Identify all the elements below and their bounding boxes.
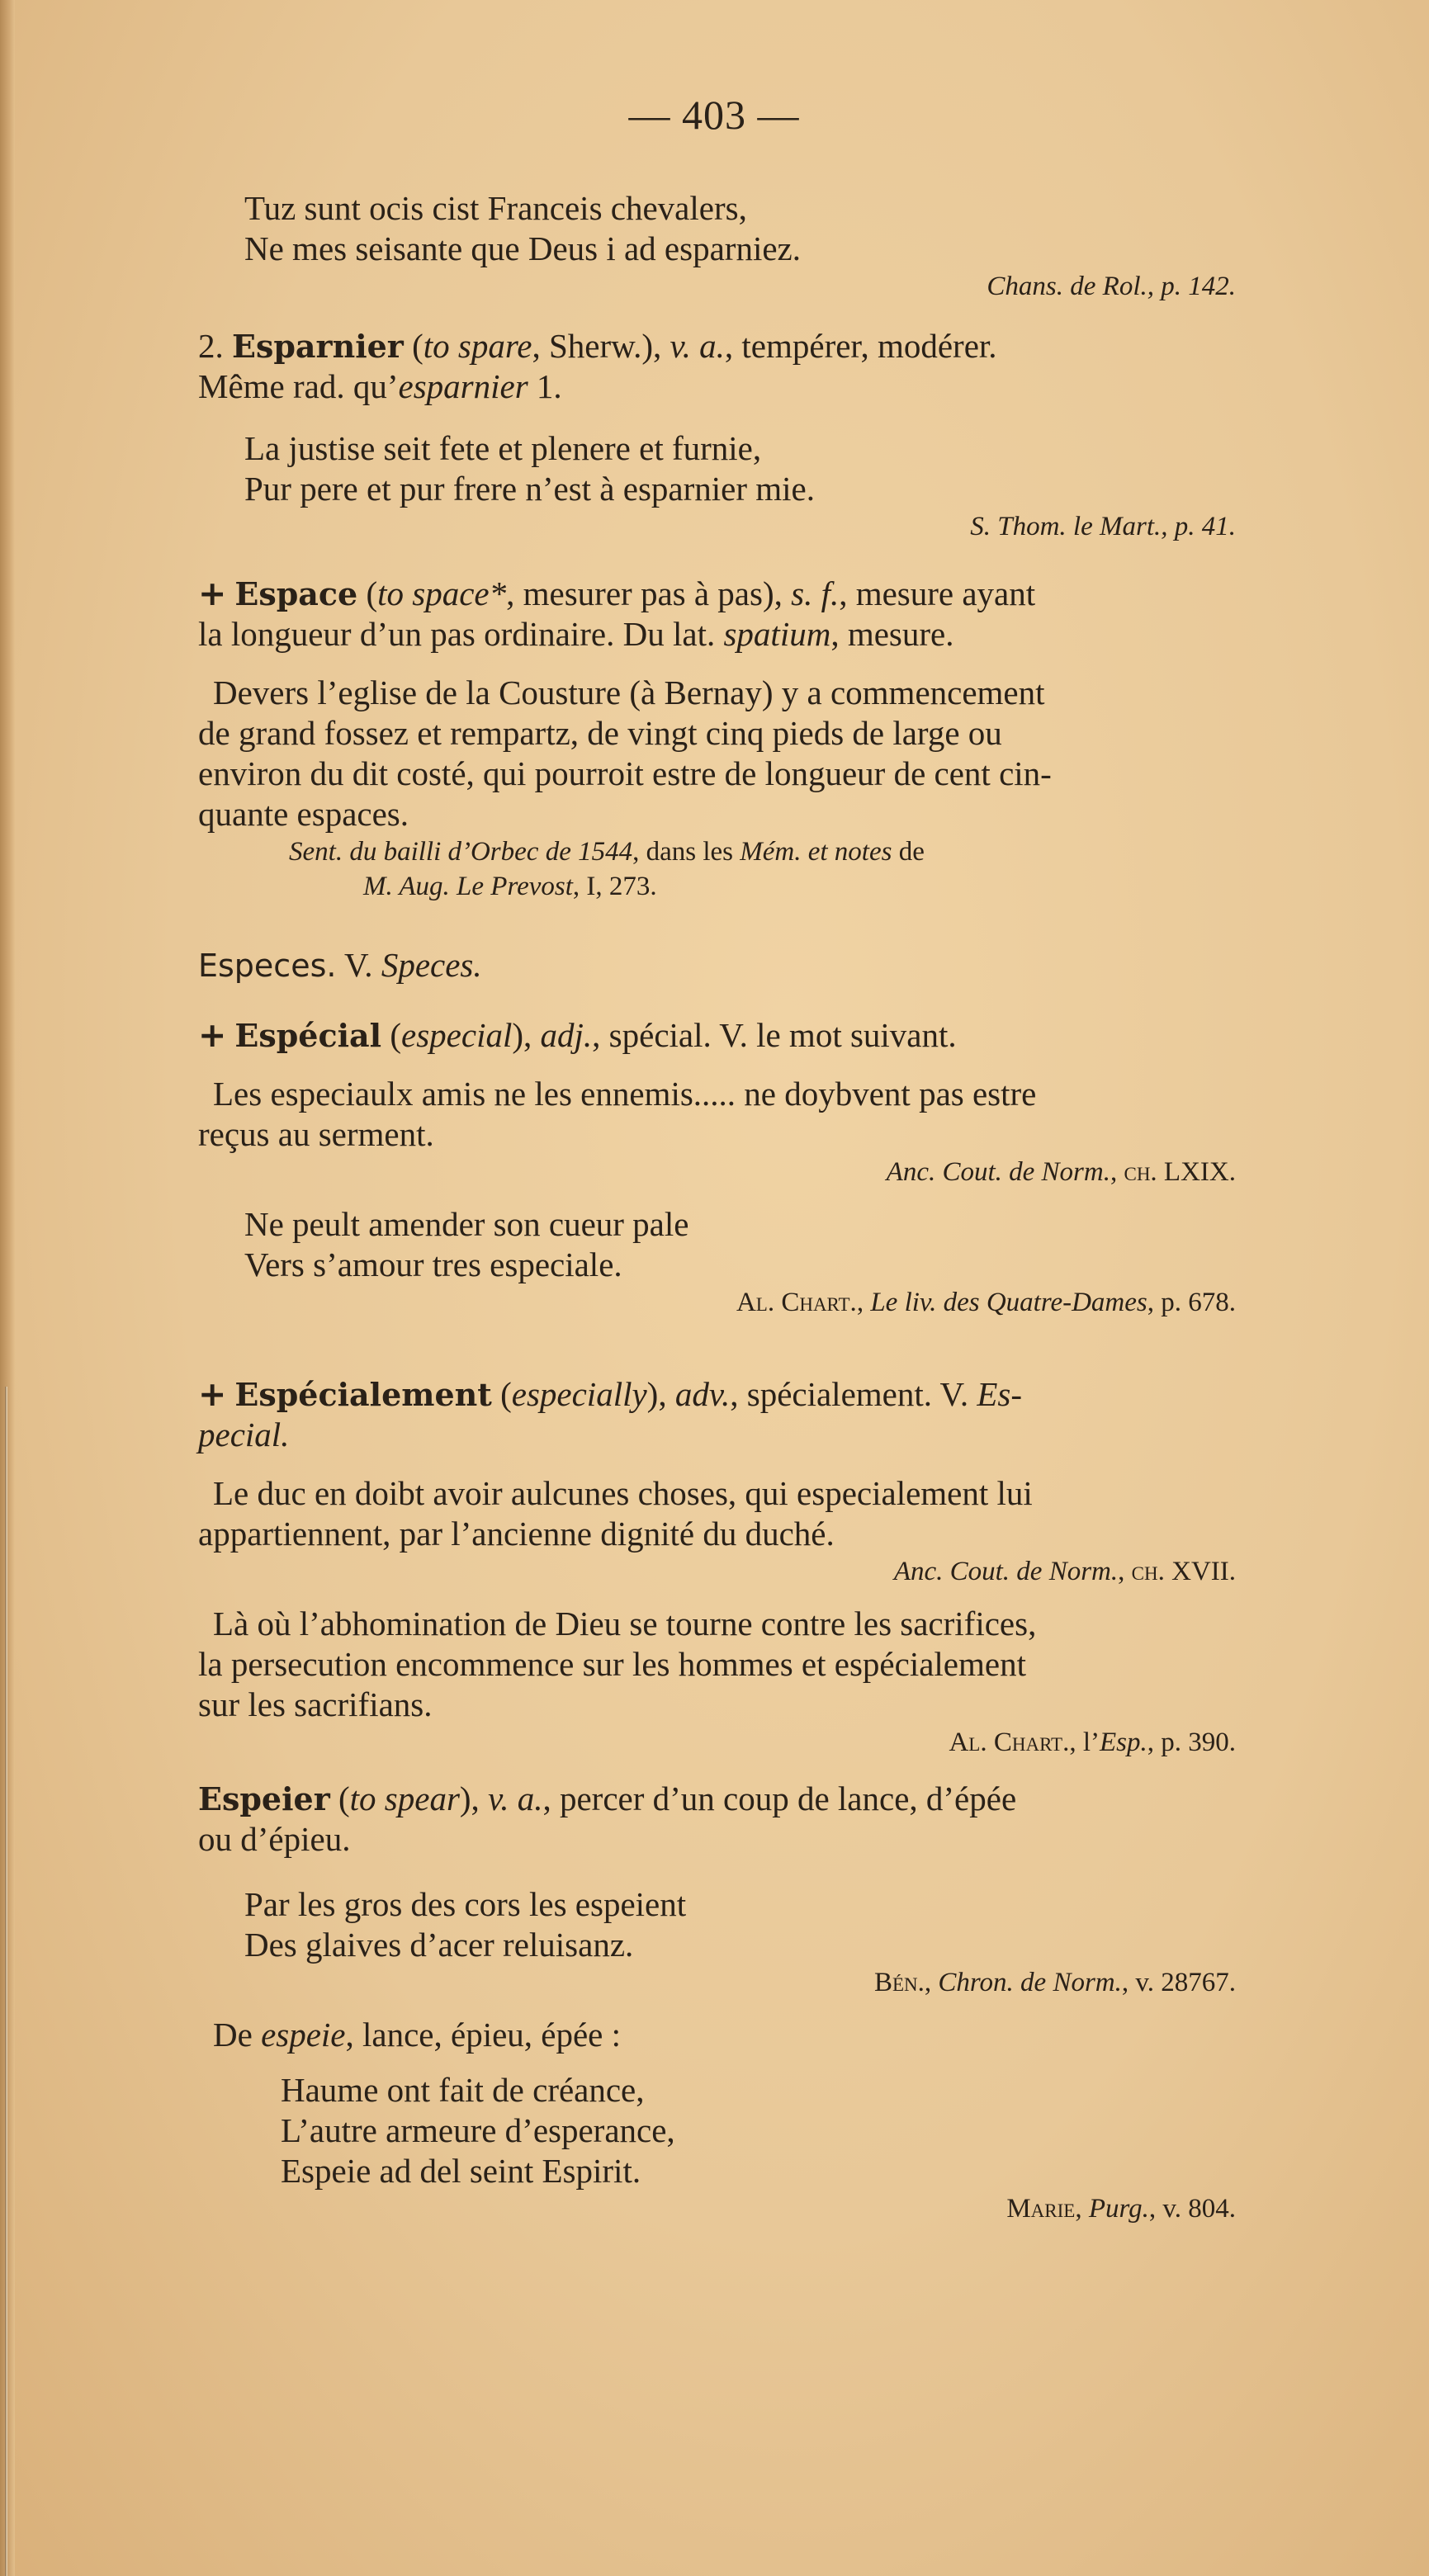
entry-especialement: + Espécialement (especially), adv., spécialement. V. Es- pecial. Le duc en doibt avoir aulcunes choses, qui especialement lui appartiennent, par l’ancienne dignité du duché. Anc. Cout. de Norm., ch. XVII. Là où l’abhomination de Dieu se tourne contre les sacrifices, la persecution encommence sur les hommes et espécialement sur les sacrifians. Al. Chart., l’Esp., p. 390. [198,1374,1242,1760]
entry-especes: Especes. V. Speces. [198,946,482,984]
part-of-speech: v. a. [670,327,725,365]
citation: M. Aug. Le Prevost, I, 273. [363,872,657,901]
citation: Al. Chart., Le liv. des Quatre-Dames, p. 678. [736,1288,1236,1317]
entry-esparnier: 2. Esparnier (to spare, Sherw.), v. a., tempérer, modérer. Même rad. qu’esparnier 1. La justise seit fete et plenere et furnie, Pur pere et pur frere n’est à esparnier mie. S. Thom. le Mart., p. 41. [198,326,1242,544]
verse-line: Ne peult amender son cueur pale [244,1205,689,1243]
entry-espeier: Espeier (to spear), v. a., percer d’un coup de lance, d’épée ou d’épieu. Par les gros des cors les espeient Des glaives d’acer reluisanz. Bén., Chron. de Norm., v. 28767. De espeie, lance, épieu, épée : Haume ont fait de créance, L’autre armeure d’esperance, Espeie ad del seint Espirit. Marie, Purg., v. 804. [198,1779,1242,2226]
cross-reference: Speces. [381,946,482,984]
page-number: — 403 — [628,92,800,138]
entry-espace: + Espace (to space*, mesurer pas à pas), s. f., mesure ayant la longueur d’un pas ordinaire. Du lat. spatium, mesure. Devers l’eglise de la Cousture (à Bernay) y a commencement de grand fossez et rempartz, de vingt cinq pieds de large ou environ du dit costé, qui pourroit estre de longueur de cent cin- quante espaces. Sent. du bailli d’Orbec de 1544, dans les Mém. et notes de M. Aug. Le Prevost, I, 273. [198,574,1242,904]
headword: Espécial [234,1017,382,1054]
prose-line: appartiennent, par l’ancienne dignité du duché. [198,1515,835,1553]
verse-line: Ne mes seisante que Deus i ad esparniez. [244,229,801,267]
verse-line: Vers s’amour tres especiale. [244,1245,622,1283]
headword: Especes. [198,948,337,984]
prose-line: Là où l’abhomination de Dieu se tourne contre les sacrifices, [213,1605,1037,1642]
prose-line: Les especiaulx amis ne les ennemis..... ne doybvent pas estre [213,1075,1037,1113]
citation: S. Thom. le Mart., p. 41. [970,512,1236,541]
headword: Espace [234,575,358,612]
verse-line: Par les gros des cors les espeient [244,1885,687,1923]
entry-especial: + Espécial (especial), adj., spécial. V. le mot suivant. Les especiaulx amis ne les ennemis..... ne doybvent pas estre reçus au serment. Anc. Cout. de Norm., ch. LXIX. Ne peult amender son cueur pale Vers s’amour tres especiale. Al. Chart., Le liv. des Quatre-Dames, p. 678. [198,1015,1242,1320]
prose-line: de grand fossez et rempartz, de vingt cinq pieds de large ou [198,714,1002,752]
prose-line: Le duc en doibt avoir aulcunes choses, qui especialement lui [213,1474,1033,1512]
verse-line: La justise seit fete et plenere et furnie, [244,429,762,467]
prose-line: environ du dit costé, qui pourroit estre de longueur de cent cin- [198,754,1052,792]
quote-chanson-de-roland [198,188,1242,304]
verse-line: L’autre armeure d’esperance, [281,2111,675,2149]
prose-line: sur les sacrifians. [198,1685,433,1723]
citation: Marie, Purg., v. 804. [1006,2194,1236,2224]
verse-line: Tuz sunt ocis cist Franceis chevalers, [244,189,747,227]
citation: Al. Chart., l’Esp., p. 390. [949,1728,1236,1757]
prose-line: reçus au serment. [198,1115,434,1153]
headword: Espécialement [234,1376,492,1413]
prose-line: Devers l’eglise de la Cousture (à Bernay) y a commencement [213,674,1045,711]
verse-line: Pur pere et pur frere n’est à esparnier mie. [244,470,815,508]
citation: Bén., Chron. de Norm., v. 28767. [874,1968,1236,1997]
prose-line: quante espaces. [198,795,409,833]
headword: Espeier [198,1780,330,1817]
book-spine-edge [0,0,15,2576]
part-of-speech: s. f. [791,574,840,612]
gutter-shadow [5,1387,7,2576]
prose-line: la persecution encommence sur les hommes et espécialement [198,1645,1026,1683]
citation: Sent. du bailli d’Orbec de 1544, dans les Mém. et notes de [289,837,925,867]
verse-line: Haume ont fait de créance, [281,2071,645,2109]
part-of-speech: adv. [674,1375,731,1413]
citation: Anc. Cout. de Norm., ch. LXIX. [886,1157,1236,1187]
verse-line: Des glaives d’acer reluisanz. [244,1926,634,1964]
verse-line: Espeie ad del seint Espirit. [281,2152,641,2190]
cross-mark-icon: + [198,1374,227,1414]
cross-mark-icon: + [198,574,227,613]
part-of-speech: v. a. [488,1780,543,1817]
cross-reference: pecial. [198,1416,290,1453]
citation: Anc. Cout. de Norm., ch. XVII. [893,1557,1236,1586]
part-of-speech: adj. [540,1016,593,1054]
headword: Esparnier [232,328,404,365]
cross-mark-icon: + [198,1015,227,1055]
citation: Chans. de Rol., p. 142. [987,272,1236,301]
